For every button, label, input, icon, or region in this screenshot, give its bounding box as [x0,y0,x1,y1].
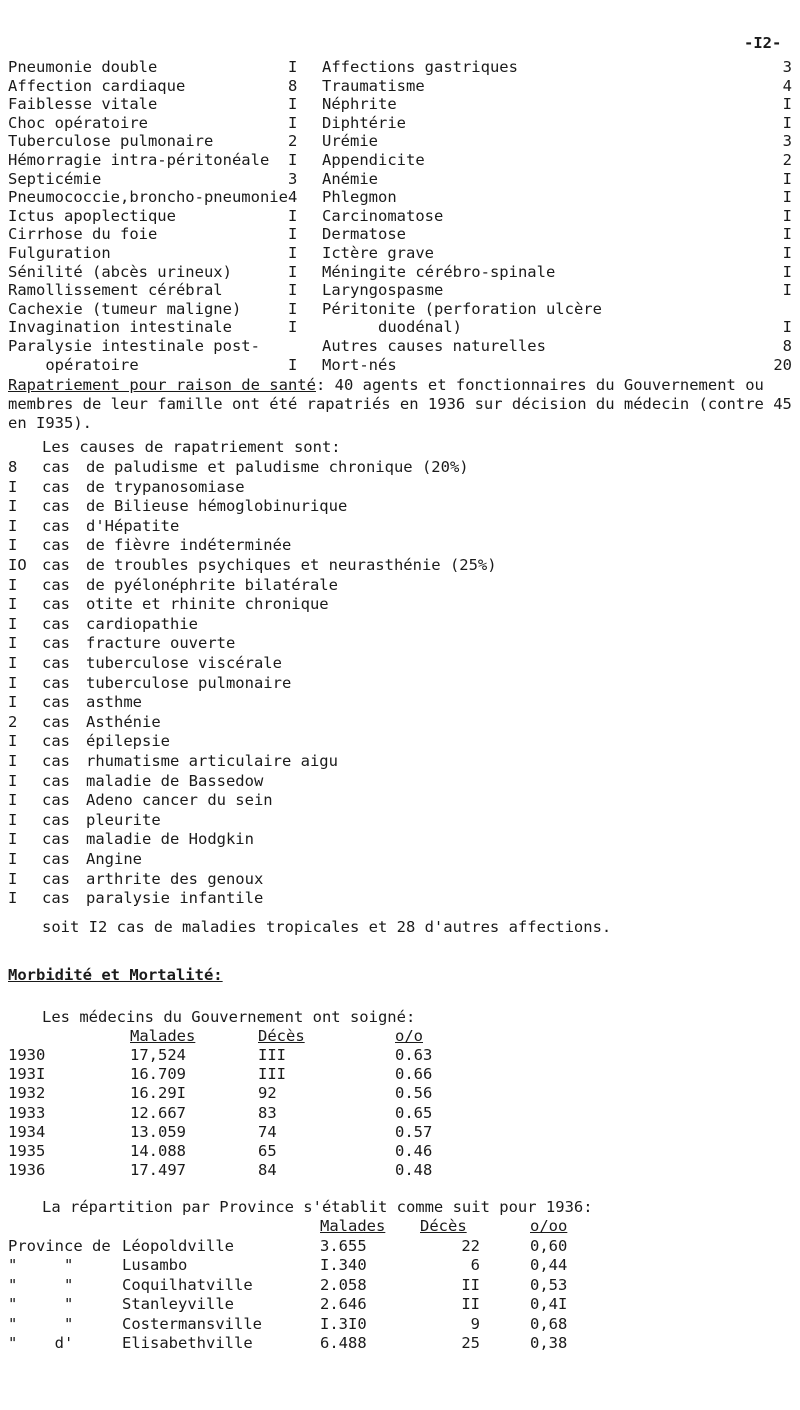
year-cell: 1934 [8,1122,46,1141]
yearly-header-malades: Malades [130,1027,196,1045]
year-cell: 193I [8,1065,46,1084]
malades-cell: 14.088 [130,1142,186,1160]
year-cell: 1930 [8,1046,46,1064]
pct-cell: 0.57 [395,1122,433,1141]
case-count: I [8,693,18,712]
cause-count: I [288,262,298,281]
case-word: cas [42,771,70,790]
deces-cell: 83 [258,1103,277,1122]
malades-cell: 17,524 [130,1046,186,1064]
cause-count: I [782,113,792,132]
cause-label: Invagination intestinale [8,318,232,337]
case-word: cas [42,654,70,672]
pct-cell: 0,53 [530,1275,568,1294]
cause-label: Traumatisme [322,76,425,95]
case-description: asthme [86,693,142,712]
cause-count: 4 [782,76,792,95]
case-word: cas [42,634,70,653]
pct-cell: 0.48 [395,1161,433,1180]
case-word: cas [42,497,70,516]
cause-label: Autres causes naturelles [322,337,546,355]
province-header-malades: Malades [320,1217,386,1235]
cause-count: I [288,225,298,244]
case-word: cas [42,673,70,692]
cause-label: Carcinomatose [322,206,444,225]
case-description: de Bilieuse hémoglobinurique [86,497,348,516]
cause-label: Affections gastriques [322,58,518,76]
case-description: otite et rhinite chronique [86,595,329,614]
malades-cell: 6.488 [320,1334,367,1352]
case-count: I [8,595,18,614]
cause-label: Ramollissement cérébral [8,281,223,300]
case-description: tuberculose pulmonaire [86,673,292,692]
cause-count: I [782,188,792,207]
province-name: Lusambo [122,1256,188,1275]
province-header-deces: Décès [420,1217,467,1235]
case-description: de paludisme et paludisme chronique (20%) [86,458,469,476]
cause-count: I [782,262,792,281]
malades-cell: I.340 [320,1256,367,1275]
pct-cell: 0,44 [530,1256,568,1275]
repartition-intro: La répartition par Province s'établit comme suit pour 1936: [42,1198,593,1216]
case-count: I [8,654,18,672]
deces-cell: II [461,1275,480,1294]
case-count: I [8,614,18,633]
cause-label: Mort-nés [322,355,397,374]
case-description: d'Hépatite [86,516,180,535]
case-word: cas [42,536,70,555]
deces-cell: 25 [461,1334,480,1352]
deces-cell: 9 [470,1314,480,1333]
malades-cell: 12.667 [130,1103,186,1122]
cause-count: I [782,206,792,225]
province-prefix: Province de [8,1237,111,1255]
cause-count: 8 [288,76,298,95]
cause-label: Ictère grave [322,244,434,262]
case-count: I [8,850,18,868]
cause-count: 2 [782,151,792,169]
case-word: cas [42,693,70,712]
case-count: I [8,732,18,751]
cause-count: I [782,281,792,300]
case-count: I [8,477,18,496]
province-name: Léopoldville [122,1237,234,1255]
cause-label: Dermatose [322,225,406,244]
case-count: IO [8,556,27,574]
case-word: cas [42,614,70,633]
repatriement-heading: Rapatriement pour raison de santé [8,376,316,394]
cause-label: Appendicite [322,151,425,169]
cause-count: I [288,299,298,318]
cause-count: I [288,206,298,225]
case-description: de pyélonéphrite bilatérale [86,575,338,594]
case-description: épilepsie [86,732,170,751]
case-count: I [8,791,18,810]
morbidity-heading: Morbidité et Mortalité: [8,966,223,984]
cause-count: I [288,244,298,262]
year-cell: 1936 [8,1161,46,1180]
cause-label: Anémie [322,169,378,188]
case-description: maladie de Hodgkin [86,830,254,849]
deces-cell: 92 [258,1084,277,1103]
case-description: maladie de Bassedow [86,771,264,790]
doctors-intro: Les médecins du Gouvernement ont soigné: [42,1008,416,1026]
cause-count: I [782,244,792,262]
deces-cell: III [258,1065,286,1084]
repatriement-text: : 40 agents et fonctionnaires du Gouvernement ou membres de leur famille ont été rapatriés en 1936 sur décision du médecin (contre 45 en I935). [8,376,792,432]
cause-label: Pneumonie double [8,58,158,76]
case-description: Angine [86,850,142,868]
case-description: de troubles psychiques et neurasthénie (25%) [86,556,497,574]
case-count: I [8,634,18,653]
province-header-pct: o/oo [530,1217,568,1235]
case-count: I [8,516,18,535]
yearly-header-deces: Décès [258,1027,305,1045]
case-count: I [8,497,18,516]
deces-cell: 22 [461,1237,480,1255]
deces-cell: 65 [258,1142,277,1160]
case-count: 2 [8,712,18,731]
case-description: pleurite [86,810,161,829]
cause-count: 8 [782,337,792,355]
cause-count: 3 [782,132,792,151]
year-cell: 1932 [8,1084,46,1103]
cause-label: Cirrhose du foie [8,225,158,244]
deces-cell: 74 [258,1122,277,1141]
case-word: cas [42,556,70,574]
province-prefix: " d' [8,1334,74,1352]
case-count: 8 [8,458,18,476]
case-description: de fièvre indéterminée [86,536,292,555]
deces-cell: 84 [258,1161,277,1180]
case-word: cas [42,458,70,476]
province-name: Elisabethville [122,1334,253,1352]
cause-label: Méningite cérébro-spinale [322,262,556,281]
cause-label: Phlegmon [322,188,397,207]
malades-cell: 16.709 [130,1065,186,1084]
province-name: Coquilhatville [122,1275,253,1294]
case-count: I [8,830,18,849]
cause-label: Péritonite (perforation ulcère [322,299,602,318]
year-cell: 1933 [8,1103,46,1122]
case-count: I [8,673,18,692]
year-cell: 1935 [8,1142,46,1160]
deces-cell: III [258,1046,286,1064]
cause-label: Urémie [322,132,378,151]
case-count: I [8,752,18,770]
cause-label: Sénilité (abcès urineux) [8,262,232,281]
cause-label: Laryngospasme [322,281,444,300]
case-word: cas [42,575,70,594]
cause-label: Affection cardiaque [8,76,186,95]
pct-cell: 0.65 [395,1103,433,1122]
deces-cell: 6 [470,1256,480,1275]
pct-cell: 0.66 [395,1065,433,1084]
case-word: cas [42,477,70,496]
province-prefix: " " [8,1256,74,1275]
case-description: arthrite des genoux [86,869,264,888]
case-word: cas [42,516,70,535]
case-word: cas [42,752,70,770]
case-description: rhumatisme articulaire aigu [86,752,338,770]
case-word: cas [42,889,70,908]
malades-cell: 17.497 [130,1161,186,1180]
cause-label: opératoire [8,355,139,374]
cause-count: I [782,225,792,244]
cause-label: Choc opératoire [8,113,148,132]
case-word: cas [42,810,70,829]
cause-label: Fulguration [8,244,111,262]
cause-label: Paralysie intestinale post- [8,337,260,355]
province-prefix: " " [8,1275,74,1294]
province-name: Stanleyville [122,1295,234,1314]
pct-cell: 0,38 [530,1334,568,1352]
cause-count: I [288,113,298,132]
case-count: I [8,575,18,594]
cause-count: 4 [288,188,298,207]
malades-cell: 2.058 [320,1275,367,1294]
case-count: I [8,536,18,555]
cause-label: duodénal) [322,318,462,337]
cause-label: Ictus apoplectique [8,206,176,225]
cause-count: 20 [773,355,792,374]
case-description: tuberculose viscérale [86,654,282,672]
repatriement-paragraph [8,376,792,433]
cause-count: 3 [288,169,298,188]
case-word: cas [42,850,70,868]
cause-label: Néphrite [322,95,397,114]
case-description: cardiopathie [86,614,198,633]
cause-count: 3 [782,58,792,76]
cause-label: Septicémie [8,169,102,188]
page-number: -I2- [744,34,782,52]
cause-label: Faiblesse vitale [8,95,158,114]
cause-label: Diphtérie [322,113,406,132]
cause-count: I [288,355,298,374]
pct-cell: 0.56 [395,1084,433,1103]
case-word: cas [42,595,70,614]
cause-count: I [288,58,298,76]
cause-count: I [288,281,298,300]
causes-intro: Les causes de rapatriement sont: [42,438,341,456]
cases-summary: soit I2 cas de maladies tropicales et 28 d'autres affections. [42,918,612,936]
pct-cell: 0,4I [530,1295,568,1314]
pct-cell: 0,68 [530,1314,568,1333]
case-word: cas [42,712,70,731]
case-word: cas [42,732,70,751]
case-count: I [8,869,18,888]
cause-label: Tuberculose pulmonaire [8,132,214,151]
cause-count: I [782,318,792,337]
cause-label: Pneumococcie,broncho-pneumonie [8,188,288,207]
case-description: paralysie infantile [86,889,264,908]
case-count: I [8,771,18,790]
case-word: cas [42,830,70,849]
malades-cell: 16.29I [130,1084,186,1103]
pct-cell: 0.46 [395,1142,433,1160]
cause-label: Hémorragie intra-péritonéale [8,151,270,169]
province-prefix: " " [8,1314,74,1333]
case-description: de trypanosomiase [86,477,245,496]
yearly-header-pct: o/o [395,1027,423,1045]
deces-cell: II [461,1295,480,1314]
province-name: Costermansville [122,1314,262,1333]
province-prefix: " " [8,1295,74,1314]
case-description: Asthénie [86,712,161,731]
cause-count: I [782,169,792,188]
pct-cell: 0,60 [530,1237,568,1255]
malades-cell: 13.059 [130,1122,186,1141]
cause-count: 2 [288,132,298,151]
case-word: cas [42,791,70,810]
malades-cell: I.3I0 [320,1314,367,1333]
case-word: cas [42,869,70,888]
cause-count: I [288,151,298,169]
malades-cell: 2.646 [320,1295,367,1314]
malades-cell: 3.655 [320,1237,367,1255]
pct-cell: 0.63 [395,1046,433,1064]
cause-count: I [782,95,792,114]
case-count: I [8,889,18,908]
cause-label: Cachexie (tumeur maligne) [8,299,242,318]
cause-count: I [288,318,298,337]
case-description: fracture ouverte [86,634,236,653]
cause-count: I [288,95,298,114]
case-count: I [8,810,18,829]
case-description: Adeno cancer du sein [86,791,273,810]
